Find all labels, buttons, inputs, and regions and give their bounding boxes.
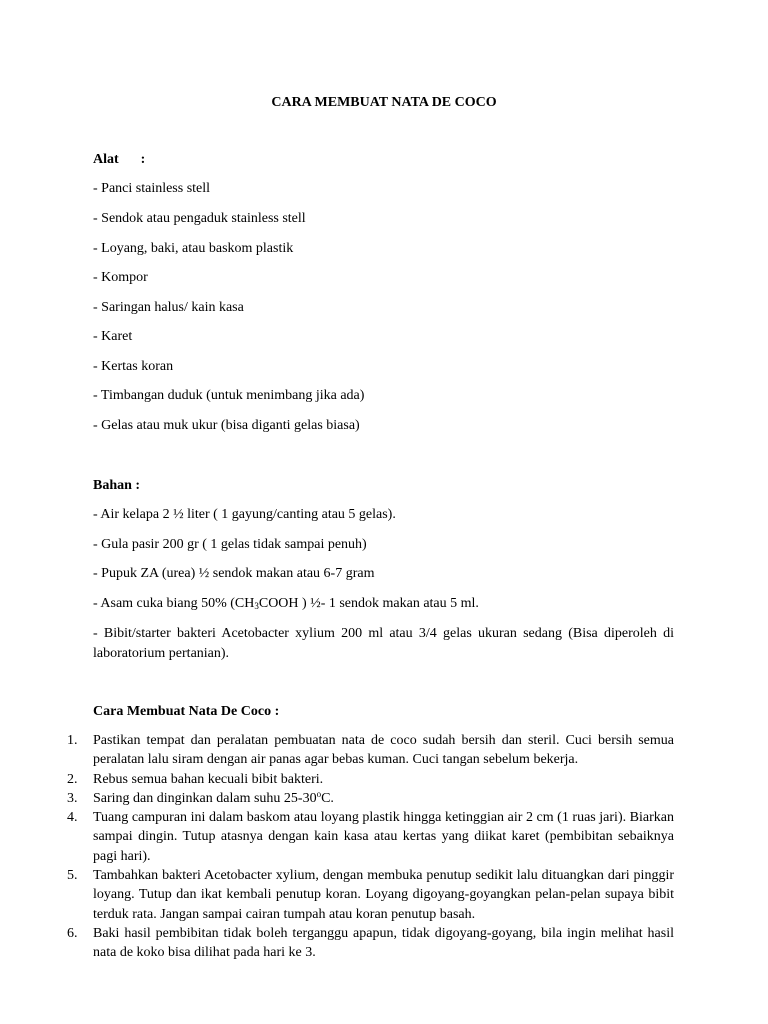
step-text: Rebus semua bahan kecuali bibit bakteri.: [93, 771, 324, 787]
alat-item: - Panci stainless stell: [93, 181, 211, 196]
step-item: [67, 924, 674, 963]
step-text: Tambahkan bakteri Acetobacter xylium, dengan membuka penutup sedikit lalu dituangkan dari pinggir loyang. Tutup dan ikat kembali penutup koran. Loyang digoyang-goyangkan pelan-pelan supaya bibit terduk rata. Jangan sampai cairan tumpah atau koran penutup basah.: [93, 868, 674, 922]
bahan-item: - Air kelapa 2 ½ liter ( 1 gayung/canting atau 5 gelas).: [93, 507, 396, 522]
asam-text-after: COOH ) ½- 1 sendok makan atau 5 ml.: [258, 596, 479, 611]
cara-heading: Cara Membuat Nata De Coco :: [93, 704, 280, 719]
alat-item: - Kompor: [93, 270, 148, 285]
step-item: [67, 770, 674, 789]
bahan-heading: Bahan :: [93, 478, 141, 493]
alat-heading-label: Alat: [93, 152, 119, 167]
bahan-item: - Gula pasir 200 gr ( 1 gelas tidak sampai penuh): [93, 537, 367, 552]
step-number: 6.: [67, 925, 78, 941]
step-number: 1.: [67, 733, 78, 748]
steps-list: [67, 731, 674, 963]
step-number: 3.: [67, 790, 78, 806]
alat-heading-separator: :: [140, 152, 146, 167]
bahan-item-asam: [93, 596, 479, 612]
degree-superscript: o: [316, 788, 322, 799]
alat-heading: [93, 152, 145, 168]
step-text: Baki hasil pembibitan tidak boleh terganggu apapun, tidak digoyang-goyang, bila ingin melihat hasil nata de koko bisa dilihat pada hari ke 3.: [93, 925, 674, 961]
alat-item: - Timbangan duduk (untuk menimbang jika ada): [93, 388, 365, 403]
alat-item: - Sendok atau pengaduk stainless stell: [93, 211, 306, 226]
asam-subscript: 3: [254, 601, 259, 611]
step-number: 5.: [67, 868, 78, 884]
step-text: Pastikan tempat dan peralatan pembuatan nata de coco sudah bersih dan steril. Cuci bersih semua peralatan lalu siram dengan air panas agar bebas kuman. Cuci tangan sebelum bekerja.: [93, 733, 674, 768]
bahan-item: - Pupuk ZA (urea) ½ sendok makan atau 6-7 gram: [93, 566, 375, 581]
alat-item: - Loyang, baki, atau baskom plastik: [93, 241, 294, 256]
alat-item: - Karet: [93, 329, 133, 344]
bahan-item-bibit: - Bibit/starter bakteri Acetobacter xylium 200 ml atau 3/4 gelas ukuran sedang (Bisa diperoleh di laboratorium pertanian).: [93, 626, 674, 661]
step-item: [67, 808, 674, 866]
asam-text-before: - Asam cuka biang 50% (CH: [93, 596, 255, 611]
alat-item: - Kertas koran: [93, 359, 174, 374]
step-text-after: C.: [321, 790, 334, 806]
step-item: [67, 731, 674, 770]
step-number: 2.: [67, 771, 78, 787]
document-title: CARA MEMBUAT NATA DE COCO: [271, 95, 497, 110]
step-item: [67, 789, 674, 808]
step-number: 4.: [67, 810, 78, 826]
alat-item: - Gelas atau muk ukur (bisa diganti gelas biasa): [93, 418, 360, 433]
step-item: [67, 866, 674, 924]
step-text-before: Saring dan dinginkan dalam suhu 25-30: [93, 790, 317, 806]
step-text: Tuang campuran ini dalam baskom atau loyang plastik hingga ketinggian air 2 cm (1 ruas jari). Biarkan sampai dingin. Tutup atasnya dengan kain kasa atau kertas yang diikat karet (pembibitan sebaiknya pagi hari).: [93, 810, 674, 864]
alat-item: - Saringan halus/ kain kasa: [93, 300, 244, 315]
